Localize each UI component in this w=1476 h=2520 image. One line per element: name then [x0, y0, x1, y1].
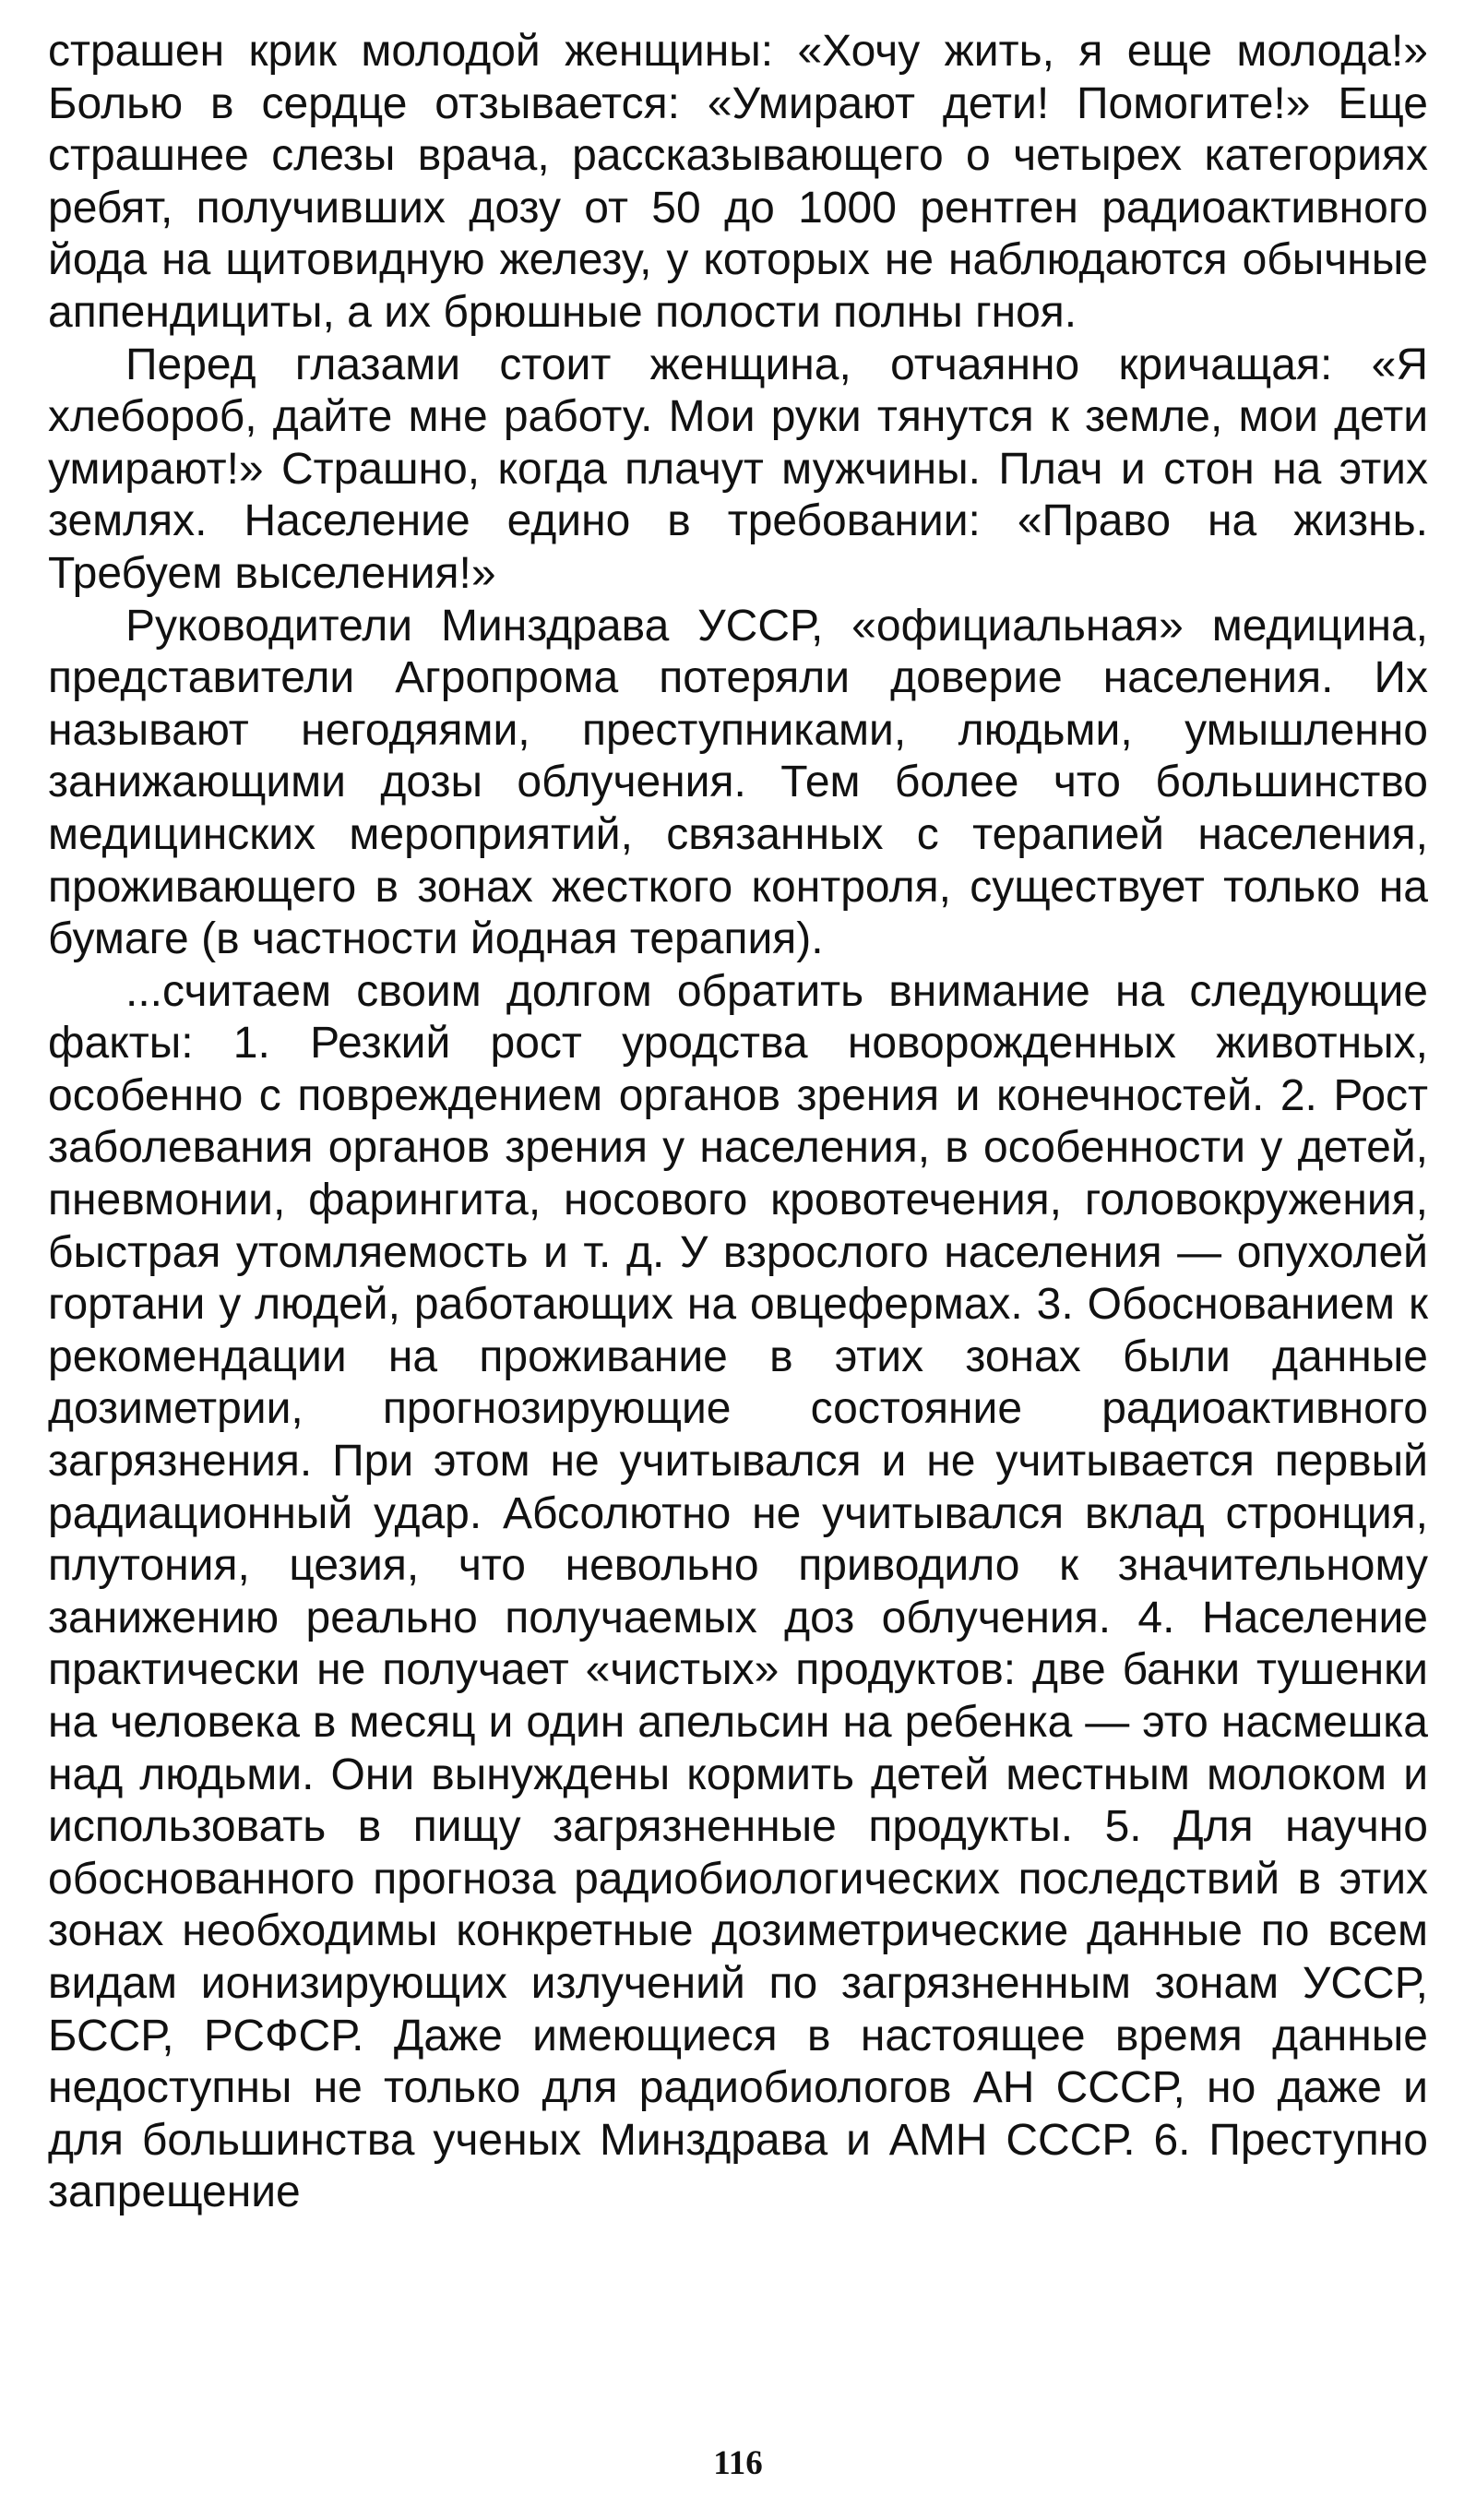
paragraph-1: страшен крик молодой женщины: «Хочу жить, я еще молода!» Болью в сердце отзывается: «Умирают дети! Помогите!» Еще страшнее слезы врача, рассказывающего о четырех категориях ребят, получивших дозу от 50 до 1000 рентген радиоактивного йода на щитовидную железу, у которых не наблюдаются обычные аппендициты, а их брюшные полости полны гноя.: [48, 27, 1428, 337]
paragraph-2: Перед глазами стоит женщина, отчаянно кричащая: «Я хлебороб, дайте мне работу. Мои руки тянутся к земле, мои дети умирают!» Страшно, когда плачут мужчины. Плач и стон на этих землях. Население едино в требовании: «Право на жизнь. Требуем выселения!»: [48, 340, 1428, 598]
page-number: 116: [713, 2444, 763, 2482]
paragraph-3: Руководители Минздрава УССР, «официальная» медицина, представители Агропрома потеряли доверие населения. Их называют негодяями, преступниками, людьми, умышленно занижающими дозы облучения. Тем более что большинство медицинских мероприятий, связанных с терапией населения, проживающего в зонах жесткого контроля, существует только на бумаге (в частности йодная терапия).: [48, 601, 1428, 964]
body-text: [48, 26, 1428, 2219]
paragraph-4: ...считаем своим долгом обратить внимание на следующие факты: 1. Резкий рост уродства новорожденных животных, особенно с повреждением органов зрения и конечностей. 2. Рост заболевания органов зрения у населения, в особенности у детей, пневмонии, фарингита, носового кровотечения, головокружения, быстрая утомляемость и т. д. У взрослого населения — опухолей гортани у людей, работающих на овцефермах. 3. Обоснованием к рекомендации на проживание в этих зонах были данные дозиметрии, прогнозирующие состояние радиоактивного загрязнения. При этом не учитывался и не учитывается первый радиационный удар. Абсолютно не учитывался вклад стронция, плутония, цезия, что невольно приводило к значительному занижению реально получаемых доз облучения. 4. Население практически не получает «чистых» продуктов: две банки тушенки на человека в месяц и один апельсин на ребенка — это насмешка над людьми. Они вынуждены кормить детей местным молоком и использовать в пищу загрязненные продукты. 5. Для научно обоснованного прогноза радиобиологических последствий в этих зонах необходимы конкретные дозиметрические данные по всем видам ионизирующих излучений по загрязненным зонам УССР, БССР, РСФСР. Даже имеющиеся в настоящее время данные недоступны не только для радиобиологов АН СССР, но даже и для большинства ученых Минздрава и АМН СССР. 6. Преступно запрещение: [48, 966, 1428, 2217]
